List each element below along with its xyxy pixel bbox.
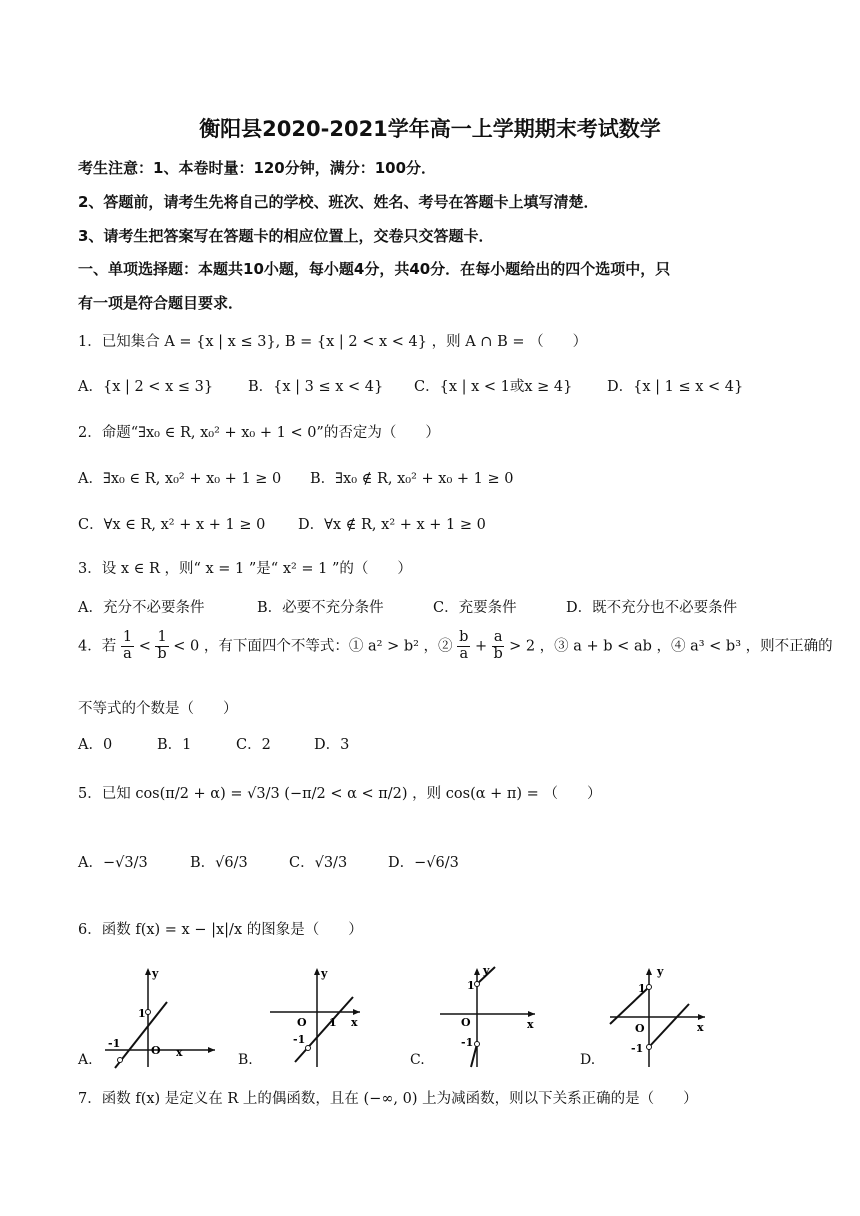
- question-1-option-a: A．{x | 2 < x ≤ 3}: [78, 379, 214, 395]
- question-2-option-a: A．∃x₀ ∈ R, x₀² + x₀ + 1 ≥ 0: [78, 471, 282, 487]
- y-axis-arrow: [474, 968, 480, 975]
- fraction-1-over-a: $\frac{1}{a}$: [122, 629, 133, 662]
- origin-label: O: [297, 1016, 307, 1029]
- question-4-option-a: A．0: [78, 737, 113, 753]
- question-1-option-d: D．{x | 1 ≤ x < 4}: [607, 379, 744, 395]
- graph-option-a: [100, 962, 220, 1072]
- y-axis-arrow: [145, 968, 151, 975]
- tick-label: -1: [293, 1033, 306, 1046]
- question-2-option-b: B．∃x₀ ∉ R, x₀² + x₀ + 1 ≥ 0: [310, 471, 514, 487]
- x-axis-arrow: [528, 1011, 535, 1017]
- fraction-b-over-a: $\frac{b}{a}$: [459, 629, 469, 662]
- tick-label: -1: [108, 1037, 121, 1050]
- question-3-option-d: D．既不充分也不必要条件: [566, 600, 738, 616]
- y-axis-arrow: [314, 968, 320, 975]
- question-3-stem: 3．设 x ∈ R ，则“ x = 1 ”是“ x² = 1 ”的（ ）: [78, 561, 412, 577]
- less-than-symbol: <: [138, 638, 151, 655]
- section-heading-line-2: 有一项是符合题目要求．: [78, 294, 244, 312]
- y-axis-arrow: [646, 968, 652, 975]
- open-point: [475, 1042, 480, 1047]
- question-7-stem: 7．函数 f(x) 是定义在 R 上的偶函数，且在 (−∞, 0) 上为减函数，则以下关系正确的是（ ）: [78, 1091, 698, 1107]
- fraction-a-over-b: $\frac{a}{b}$: [493, 629, 503, 662]
- question-5-stem: 5．已知 cos(π/2 + α) = √3/3 (−π/2 < α < π/2) ，则 cos(α + π) = （ ）: [78, 786, 602, 802]
- question-3-option-b: B．必要不充分条件: [257, 600, 384, 616]
- tick-label: 1: [138, 1007, 146, 1020]
- note-1: 考生注意：1、本卷时量：120分钟，满分：100分．: [78, 159, 437, 177]
- graph-option-b: [265, 962, 385, 1072]
- q4-conditions-2: > 2 ，③ a + b < ab ，④ a³ < b³ ，则不正确的: [509, 638, 833, 655]
- question-1-option-b: B．{x | 3 ≤ x < 4}: [248, 379, 384, 395]
- plus-symbol: +: [475, 638, 488, 655]
- tick-label: -1: [461, 1036, 474, 1049]
- x-label: x: [351, 1016, 358, 1029]
- open-point: [146, 1010, 151, 1015]
- question-5-option-d: D．−√6/3: [388, 855, 459, 871]
- y-label: y: [657, 965, 664, 978]
- origin-label: O: [151, 1044, 161, 1057]
- question-4-stem: [78, 630, 833, 663]
- question-5-option-b: B．√6/3: [190, 855, 248, 871]
- graph-b-label: B.: [238, 1052, 253, 1068]
- open-point: [475, 982, 480, 987]
- question-4-option-d: D．3: [314, 737, 350, 753]
- origin-label: O: [461, 1016, 471, 1029]
- tick-label: 1: [329, 1016, 337, 1029]
- question-2-stem: 2．命题“∃x₀ ∈ R, x₀² + x₀ + 1 < 0”的否定为（ ）: [78, 425, 440, 441]
- x-label: x: [527, 1018, 534, 1031]
- question-3-option-a: A．充分不必要条件: [78, 600, 205, 616]
- question-6-stem: 6．函数 f(x) = x − |x|/x 的图象是（ ）: [78, 922, 363, 938]
- graph-option-d: [605, 962, 725, 1072]
- origin-label: O: [635, 1022, 645, 1035]
- x-axis-arrow: [353, 1009, 360, 1015]
- graph-option-c: [435, 962, 555, 1072]
- tick-label: -1: [631, 1042, 644, 1055]
- x-label: x: [176, 1046, 183, 1059]
- question-2-option-d: D．∀x ∉ R, x² + x + 1 ≥ 0: [298, 517, 486, 533]
- note-3: 3、请考生把答案写在答题卡的相应位置上，交卷只交答题卡．: [78, 227, 494, 245]
- graph-line: [295, 997, 353, 1062]
- tick-label: 1: [467, 979, 475, 992]
- question-5-option-a: A．−√3/3: [78, 855, 148, 871]
- open-point: [306, 1046, 311, 1051]
- graph-a-label: A.: [78, 1052, 93, 1068]
- question-4-option-c: C．2: [236, 737, 271, 753]
- page-title: 衡阳县2020-2021学年高一上学期期末考试数学: [199, 117, 661, 141]
- graph-c-label: C.: [410, 1052, 425, 1068]
- x-label: x: [697, 1021, 704, 1034]
- question-1-stem: 1．已知集合 A = {x | x ≤ 3}, B = {x | 2 < x < 4} ，则 A ∩ B = （ ）: [78, 334, 588, 350]
- open-point: [647, 1045, 652, 1050]
- x-axis-arrow: [208, 1047, 215, 1053]
- question-4-stem-line-2: 不等式的个数是（ ）: [78, 701, 238, 717]
- section-heading-line-1: 一、单项选择题：本题共10小题，每小题4分，共40分．在每小题给出的四个选项中，只: [78, 260, 671, 278]
- graph-d-label: D.: [580, 1052, 596, 1068]
- open-point: [118, 1058, 123, 1063]
- question-5-option-c: C．√3/3: [289, 855, 348, 871]
- open-point: [647, 985, 652, 990]
- question-4-option-b: B．1: [157, 737, 192, 753]
- x-axis-arrow: [698, 1014, 705, 1020]
- fraction-1-over-b: $\frac{1}{b}$: [157, 629, 167, 662]
- y-label: y: [483, 964, 490, 977]
- q4-prefix: 4．若: [78, 638, 117, 655]
- question-2-option-c: C．∀x ∈ R, x² + x + 1 ≥ 0: [78, 517, 266, 533]
- note-2: 2、答题前，请考生先将自己的学校、班次、姓名、考号在答题卡上填写清楚．: [78, 193, 599, 211]
- question-3-option-c: C．充要条件: [433, 600, 517, 616]
- y-label: y: [152, 967, 159, 980]
- q4-conditions-1: < 0 ，有下面四个不等式：① a² > b² ，②: [173, 638, 453, 655]
- tick-label: 1: [638, 982, 646, 995]
- y-label: y: [321, 967, 328, 980]
- graph-line-right: [649, 1004, 689, 1047]
- question-1-option-c: C．{x | x < 1或x ≥ 4}: [414, 379, 573, 395]
